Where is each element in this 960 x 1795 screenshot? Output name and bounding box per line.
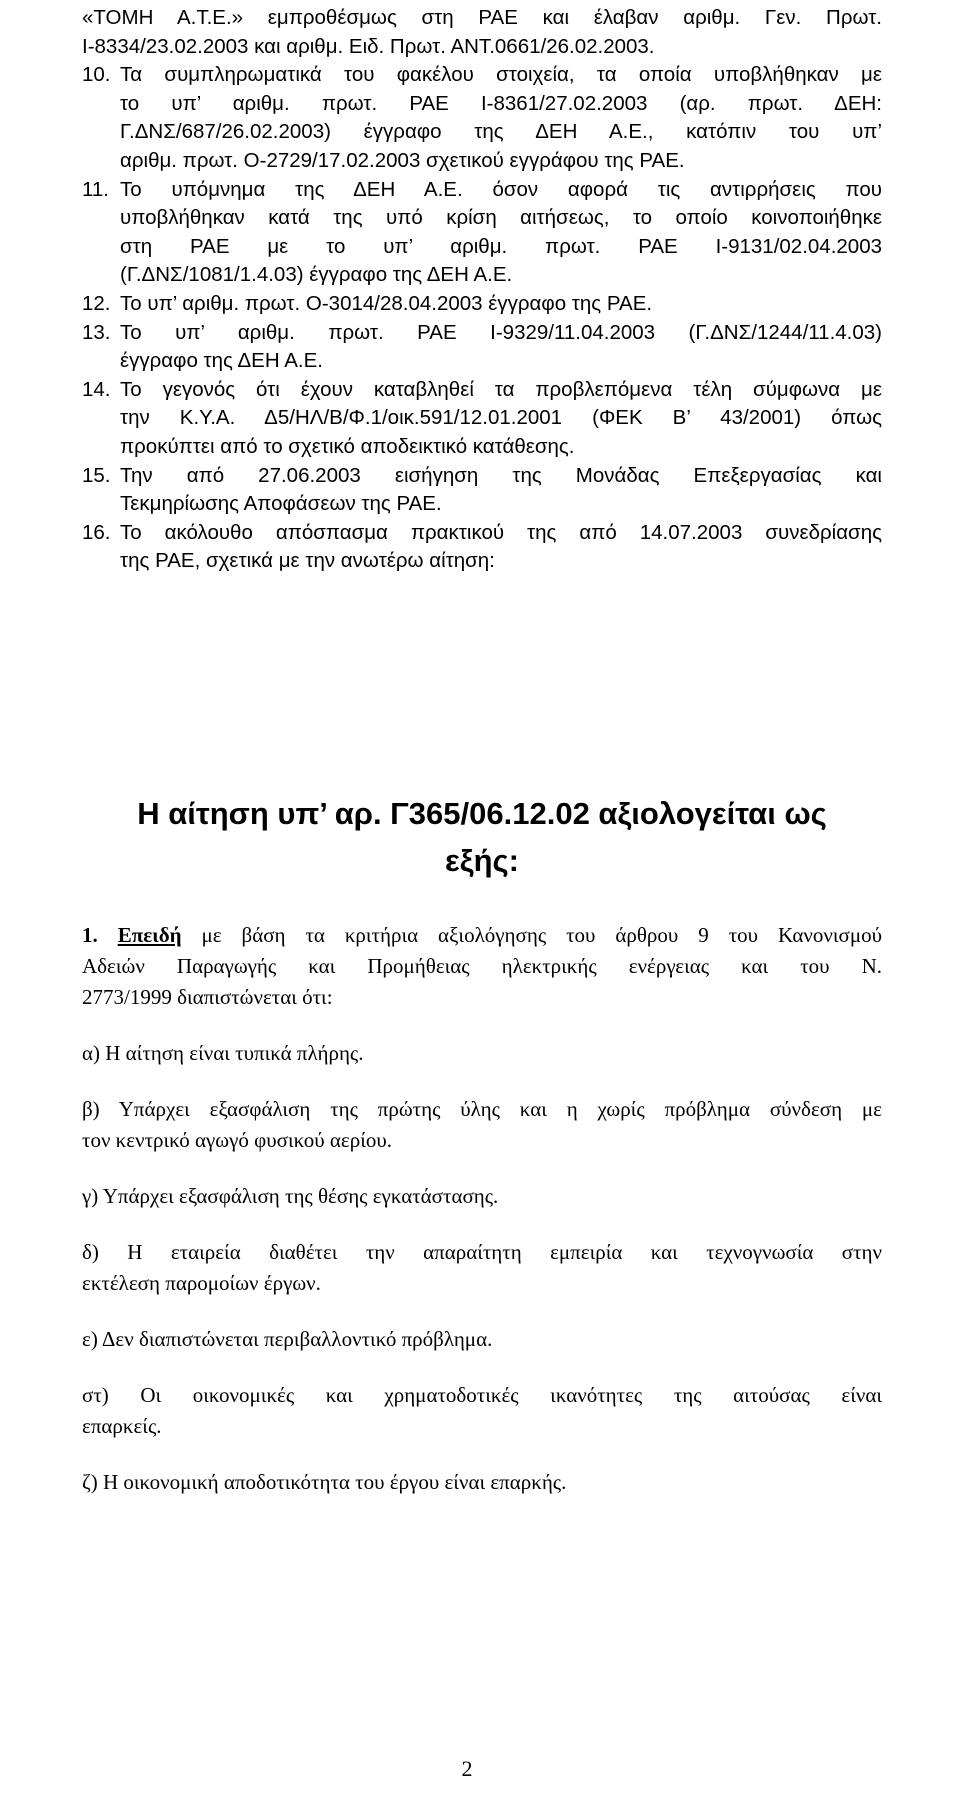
text-line: «ΤΟΜΗ Α.Τ.Ε.» εμπροθέσμως στη ΡΑΕ και έλαβαν αριθμ. Γεν. Πρωτ. bbox=[82, 6, 882, 29]
text-line: Το υπ’ αριθμ. πρωτ. Ο-3014/28.04.2003 έγγραφο της ΡΑΕ. bbox=[120, 291, 653, 315]
text-line: (Γ.ΔΝΣ/1081/1.4.03) έγγραφο της ΔΕΗ Α.Ε. bbox=[120, 263, 513, 287]
text-line: 2773/1999 διαπιστώνεται ότι: bbox=[82, 985, 333, 1009]
text-line: Τα συμπληρωματικά του φακέλου στοιχεία, τα οποία υποβλήθηκαν με bbox=[120, 63, 882, 87]
text-line: επαρκείς. bbox=[82, 1414, 162, 1438]
list-item-14 bbox=[82, 376, 882, 462]
text-line: γ) Υπάρχει εξασφάλιση της θέσης εγκατάστασης. bbox=[82, 1184, 499, 1208]
list-number: 13. bbox=[82, 320, 111, 344]
evaluation-point-st bbox=[82, 1380, 882, 1442]
text-line: υποβλήθηκαν κατά της υπό κρίση αιτήσεως, το οποίο κοινοποιήθηκε bbox=[120, 206, 882, 230]
intro-keyword: Επειδή bbox=[117, 923, 182, 947]
evaluation-point-c bbox=[82, 1181, 882, 1212]
list-number: 14. bbox=[82, 377, 111, 401]
numbered-list bbox=[82, 4, 882, 576]
text-line: έγγραφο της ΔΕΗ Α.Ε. bbox=[120, 349, 323, 373]
text-line: Αδειών Παραγωγής και Προμήθειας ηλεκτρικής ενέργειας και του Ν. bbox=[82, 954, 882, 978]
list-item-15 bbox=[82, 462, 882, 519]
text-line: στ) Οι οικονομικές και χρηματοδοτικές ικανότητες της αιτούσας είναι bbox=[82, 1383, 882, 1407]
list-item-16 bbox=[82, 519, 882, 576]
section-heading bbox=[82, 790, 882, 884]
text-line: το υπ’ αριθμ. πρωτ. ΡΑΕ Ι-8361/27.02.2003 (αρ. πρωτ. ΔΕΗ: bbox=[120, 91, 882, 115]
text-line: στη ΡΑΕ με το υπ’ αριθμ. πρωτ. ΡΑΕ Ι-9131/02.04.2003 bbox=[120, 234, 882, 258]
evaluation-point-b bbox=[82, 1094, 882, 1156]
list-number: 12. bbox=[82, 291, 111, 315]
list-number: 10. bbox=[82, 63, 111, 87]
intro-number: 1. bbox=[82, 923, 98, 947]
text-line: α) Η αίτηση είναι τυπικά πλήρης. bbox=[82, 1041, 364, 1065]
evaluation-point-d bbox=[82, 1237, 882, 1299]
text-line: Γ.ΔΝΣ/687/26.02.2003) έγγραφο της ΔΕΗ Α.Ε., κατόπιν του υπ’ bbox=[120, 120, 882, 144]
list-number: 15. bbox=[82, 463, 111, 487]
text-line: Τεκμηρίωσης Αποφάσεων της ΡΑΕ. bbox=[120, 492, 442, 516]
evaluation-section bbox=[82, 920, 882, 1498]
text-line: εκτέλεση παρομοίων έργων. bbox=[82, 1271, 321, 1295]
text-line: τον κεντρικό αγωγό φυσικού αερίου. bbox=[82, 1128, 393, 1152]
heading-line: Η αίτηση υπ’ αρ. Γ365/06.12.02 αξιολογείται ως bbox=[137, 796, 827, 831]
text-line: Το γεγονός ότι έχουν καταβληθεί τα προβλεπόμενα τέλη σύμφωνα με bbox=[120, 377, 882, 401]
heading-line: εξής: bbox=[445, 843, 519, 878]
evaluation-intro bbox=[82, 920, 882, 1013]
text-line: β) Υπάρχει εξασφάλιση της πρώτης ύλης και η χωρίς πρόβλημα σύνδεση με bbox=[82, 1097, 882, 1121]
text-line: της ΡΑΕ, σχετικά με την ανωτέρω αίτηση: bbox=[120, 549, 495, 573]
evaluation-point-z bbox=[82, 1467, 882, 1498]
text-line: Το υπόμνημα της ΔΕΗ Α.Ε. όσον αφορά τις αντιρρήσεις που bbox=[120, 177, 882, 201]
text-line: προκύπτει από το σχετικό αποδεικτικό κατάθεσης. bbox=[120, 434, 575, 458]
list-continuation bbox=[82, 4, 882, 61]
text-line: με βάση τα κριτήρια αξιολόγησης του άρθρου 9 του Κανονισμού bbox=[181, 923, 882, 947]
text-line: Το ακόλουθο απόσπασμα πρακτικού της από 14.07.2003 συνεδρίασης bbox=[120, 520, 882, 544]
text-line: Την από 27.06.2003 εισήγηση της Μονάδας Επεξεργασίας και bbox=[120, 463, 882, 487]
evaluation-point-a bbox=[82, 1038, 882, 1069]
list-item-10 bbox=[82, 61, 882, 175]
text-line: την Κ.Υ.Α. Δ5/ΗΛ/Β/Φ.1/οικ.591/12.01.2001 (ΦΕΚ Β’ 43/2001) όπως bbox=[120, 406, 882, 430]
text-line: ζ) Η οικονομική αποδοτικότητα του έργου είναι επαρκής. bbox=[82, 1470, 567, 1494]
page-number: 2 bbox=[461, 1756, 473, 1781]
text-line: δ) Η εταιρεία διαθέτει την απαραίτητη εμπειρία και τεχνογνωσία στην bbox=[82, 1240, 882, 1264]
list-item-13 bbox=[82, 319, 882, 376]
text-line: Ι-8334/23.02.2003 και αριθμ. Ειδ. Πρωτ. ΑΝΤ.0661/26.02.2003. bbox=[82, 34, 655, 58]
text-line: Το υπ’ αριθμ. πρωτ. ΡΑΕ Ι-9329/11.04.2003 (Γ.ΔΝΣ/1244/11.4.03) bbox=[120, 320, 882, 344]
list-number: 16. bbox=[82, 520, 111, 544]
text-line: αριθμ. πρωτ. Ο-2729/17.02.2003 σχετικού εγγράφου της ΡΑΕ. bbox=[120, 148, 685, 172]
evaluation-point-e bbox=[82, 1324, 882, 1355]
list-item-12 bbox=[82, 290, 882, 319]
text-line: ε) Δεν διαπιστώνεται περιβαλλοντικό πρόβλημα. bbox=[82, 1327, 493, 1351]
list-item-11 bbox=[82, 176, 882, 290]
list-number: 11. bbox=[82, 177, 109, 201]
